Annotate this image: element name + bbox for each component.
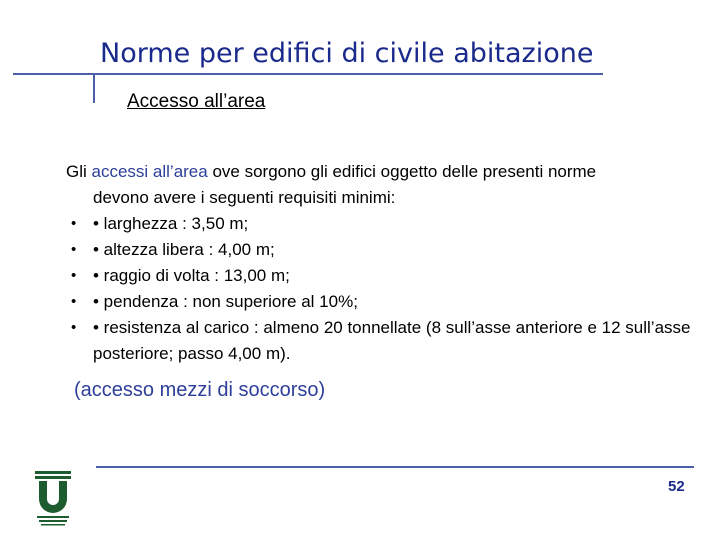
- requirement-text: • larghezza : 3,50 m;: [93, 214, 249, 233]
- bullet-icon: •: [71, 293, 77, 310]
- title-rule-horizontal: [13, 73, 603, 75]
- page-number: 52: [668, 478, 685, 495]
- slide-title: Norme per edifici di civile abitazione: [100, 38, 594, 69]
- requirements-list: [66, 211, 706, 367]
- requirement-text: • raggio di volta : 13,00 m;: [93, 266, 290, 285]
- requirement-text: • resistenza al carico : almeno 20 tonnellate (8 sull’asse anteriore e 12 sull’asse posteriore; passo 4,00 m).: [93, 318, 691, 363]
- requirement-item: [66, 237, 706, 263]
- requirement-item: [66, 315, 706, 367]
- bullet-icon: •: [71, 215, 77, 232]
- footnote: (accesso mezzi di soccorso): [74, 379, 326, 401]
- title-rule-vertical: [93, 73, 95, 103]
- intro-line-2: devono avere i seguenti requisiti minimi:: [93, 188, 396, 207]
- bullet-icon: •: [71, 319, 77, 336]
- university-logo-icon: [33, 470, 73, 526]
- slide-subtitle: Accesso all’area: [127, 91, 266, 112]
- intro-line-1: [66, 159, 706, 185]
- requirement-item: [66, 211, 706, 237]
- requirement-text: • altezza libera : 4,00 m;: [93, 240, 275, 259]
- intro-prefix: Gli: [66, 162, 92, 181]
- intro-highlight: accessi all’area: [91, 162, 208, 181]
- footer-rule: [96, 466, 694, 468]
- requirement-item: [66, 263, 706, 289]
- bullet-icon: •: [71, 241, 77, 258]
- intro-suffix: ove sorgono gli edifici oggetto delle presenti norme: [207, 162, 597, 181]
- intro-paragraph: [66, 159, 706, 211]
- bullet-icon: •: [71, 267, 77, 284]
- requirement-text: • pendenza : non superiore al 10%;: [93, 292, 358, 311]
- requirement-item: [66, 289, 706, 315]
